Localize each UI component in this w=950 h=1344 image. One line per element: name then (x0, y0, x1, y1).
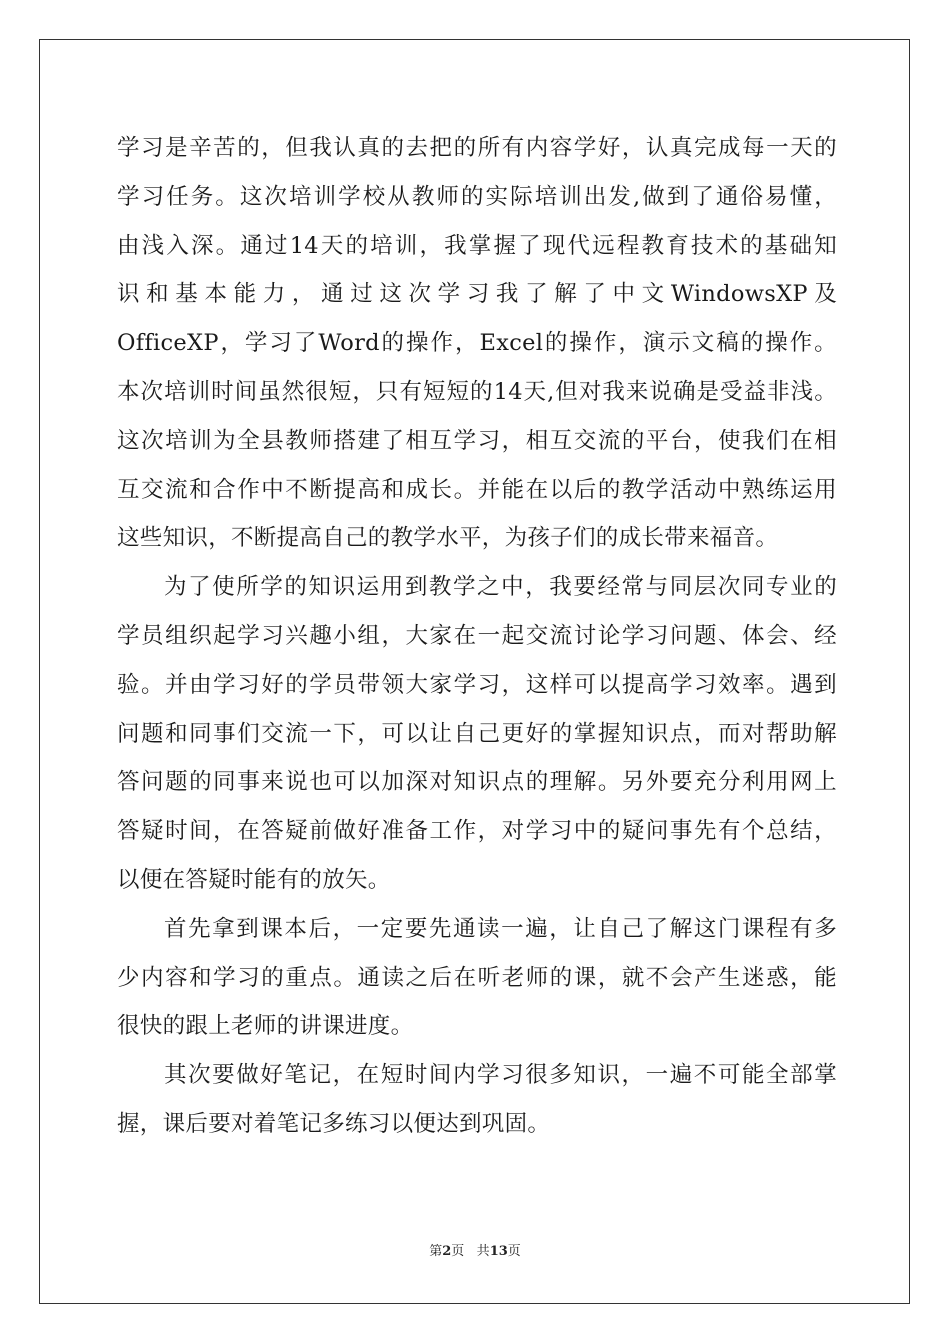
text-line: 学习任务。这次培训学校从教师的实际培训出发,做到了通俗易懂， (117, 183, 837, 210)
text-line: 这次培训为全县教师搭建了相互学习，相互交流的平台，使我们在相 (117, 427, 837, 454)
footer-page-unit: 页 (451, 1244, 465, 1259)
footer-total-pages: 13 (489, 1244, 508, 1259)
text-line: 为了使所学的知识运用到教学之中，我要经常与同层次同专业的 (164, 574, 837, 601)
text-line: 识和基本能力，通过这次学习我了解了中文WindowsXP及 (117, 281, 837, 308)
text-line: 少内容和学习的重点。通读之后在听老师的课，就不会产生迷惑，能 (117, 964, 837, 991)
text-line: 很快的跟上老师的讲课进度。 (117, 1013, 414, 1040)
text-line: 答问题的同事来说也可以加深对知识点的理解。另外要充分利用网上 (117, 769, 837, 796)
text-line: 其次要做好笔记，在短时间内学习很多知识，一遍不可能全部掌 (164, 1062, 837, 1089)
text-line: 握，课后要对着笔记多练习以便达到巩固。 (117, 1110, 551, 1137)
text-line: 这些知识，不断提高自己的教学水平，为孩子们的成长带来福音。 (117, 525, 779, 552)
footer-prefix: 第 (429, 1244, 443, 1259)
footer-page-number: 2 (442, 1244, 452, 1259)
text-line: 学员组织起学习兴趣小组，大家在一起交流讨论学习问题、体会、经 (117, 622, 837, 649)
text-line: 由浅入深。通过14天的培训，我掌握了现代远程教育技术的基础知 (117, 232, 837, 259)
footer-total-unit: 页 (507, 1244, 521, 1259)
text-line: 验。并由学习好的学员带领大家学习，这样可以提高学习效率。遇到 (117, 671, 837, 698)
text-line: OfficeXP，学习了Word的操作，Excel的操作，演示文稿的操作。 (117, 330, 837, 357)
text-line: 互交流和合作中不断提高和成长。并能在以后的教学活动中熟练运用 (117, 476, 837, 503)
text-line: 本次培训时间虽然很短，只有短短的14天,但对我来说确是受益非浅。 (117, 378, 837, 405)
document-body (117, 124, 837, 1149)
text-line: 以便在答疑时能有的放矢。 (117, 866, 391, 893)
page-footer (0, 1240, 950, 1259)
text-line: 答疑时间，在答疑前做好准备工作，对学习中的疑问事先有个总结， (117, 818, 837, 845)
text-line: 学习是辛苦的，但我认真的去把的所有内容学好，认真完成每一天的 (117, 135, 837, 161)
text-line: 首先拿到课本后，一定要先通读一遍，让自己了解这门课程有多 (164, 915, 837, 942)
text-line: 问题和同事们交流一下，可以让自己更好的掌握知识点，而对帮助解 (117, 720, 837, 747)
footer-total-prefix: 共 (476, 1244, 490, 1259)
